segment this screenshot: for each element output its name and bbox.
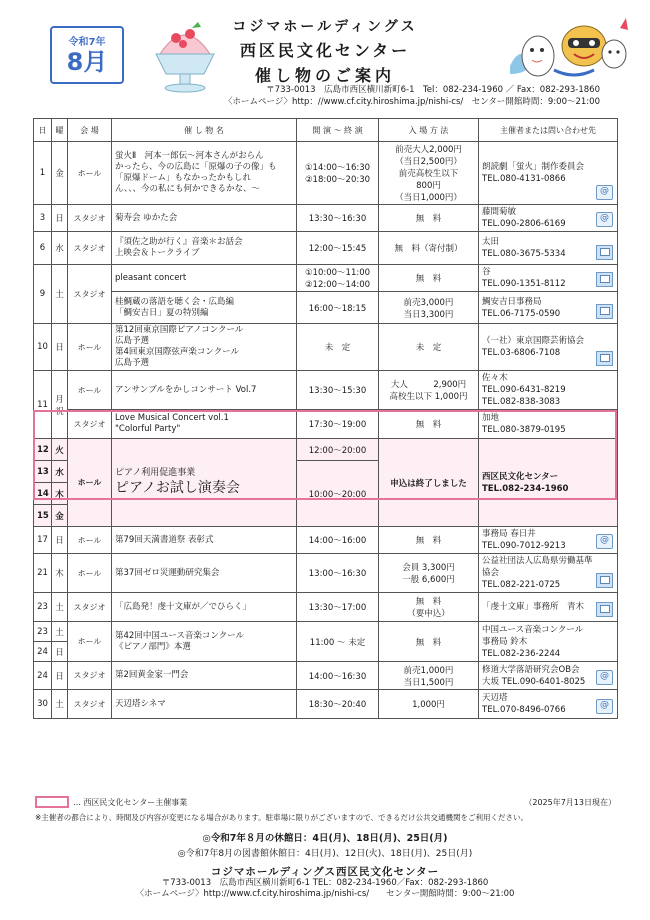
event-name-cell: 桂鯛蔵の落語を聴く会・広島編 「鯛安吉日」夏の特別編: [112, 292, 297, 324]
admission-cell: 無 料: [379, 410, 479, 439]
event-title: ピアノお試し演奏会: [115, 480, 240, 496]
admission-cell: 大人 2,900円 高校生以下 1,000円: [379, 371, 479, 410]
event-name-cell: 『須佐之助が行く』音楽＊お話会 上映会＆トークライブ: [112, 232, 297, 265]
table-row: [34, 205, 618, 232]
event-name-cell: 第12回東京国際ピアノコンクール 広島予選 第4回東京国際弦声楽コンクール 広島予選: [112, 324, 297, 371]
event-subtitle: ピアノ利用促進事業: [115, 468, 196, 478]
admission-cell: 無 料: [379, 205, 479, 232]
table-header-row: [34, 119, 618, 142]
web-icon[interactable]: [596, 573, 613, 588]
web-icon[interactable]: [596, 602, 613, 617]
footer-org-name: コジマホールディングス西区民文化センター: [210, 866, 440, 878]
event-name-cell: 菊寿会 ゆかた会: [112, 205, 297, 232]
organizer-cell: [479, 232, 618, 265]
event-name-cell: アンサンブルをかしコンサート Vol.7: [112, 371, 297, 410]
month-label: 8月: [66, 48, 108, 76]
as-of-date: （2025年7月13日現在）: [524, 798, 616, 807]
venue-cell: スタジオ: [68, 662, 112, 690]
header-title: [200, 16, 450, 86]
venue-cell: スタジオ: [68, 410, 112, 439]
organizer-text: 加地 TEL.080-3879-0195: [482, 413, 566, 435]
closed-days: ◎令和7年８月の休館日：4日(月)、18日(月)、25日(月): [202, 833, 448, 844]
table-row: [34, 593, 618, 622]
weekday-cell: 水: [52, 461, 68, 483]
time-cell: 13:30～17:00: [297, 593, 379, 622]
time-cell: 13:00～16:30: [297, 554, 379, 593]
time-cell: 未 定: [297, 324, 379, 371]
footer-web-line: 〈ホームページ〉http://www.cf.city.hiroshima.jp/nishi-cs/ センター開館時間：9:00～21:00: [135, 889, 515, 899]
table-row: [34, 622, 618, 642]
table-row: [34, 410, 618, 439]
organizer-text: 朗読劇「蛍火」制作委員会 TEL.080-4131-0866: [482, 162, 585, 184]
venue-cell: スタジオ: [68, 232, 112, 265]
web-icon[interactable]: [596, 304, 613, 319]
time-cell: 12:00～15:45: [297, 232, 379, 265]
col-header-venue: 会 場: [68, 119, 112, 142]
organizer-cell: [479, 527, 618, 554]
table-row: [34, 690, 618, 719]
admission-cell: 無 料: [379, 622, 479, 662]
venue-cell: ホール: [68, 371, 112, 410]
time-cell: 14:00～16:00: [297, 527, 379, 554]
legend-text: … 西区民文化センター主催事業: [73, 797, 188, 807]
organizer-cell: [479, 593, 618, 622]
event-name-cell: [112, 439, 297, 527]
header-address: [190, 84, 600, 108]
day-cell: 15: [34, 505, 52, 527]
table-row: [34, 265, 618, 292]
table-row: [34, 232, 618, 265]
event-name-cell: Love Musical Concert vol.1 "Colorful Party": [112, 410, 297, 439]
time-cell: 11:00 ～ 未定: [297, 622, 379, 662]
organizer-text: 太田 TEL.080-3675-5334: [482, 237, 566, 259]
organizer-cell: [479, 324, 618, 371]
time-cell: 16:00～18:15: [297, 292, 379, 324]
organizer-cell: [479, 410, 618, 439]
venue-cell: ホール: [68, 622, 112, 662]
organizer-text: 公益社団法人広島県労働基準協会 TEL.082-221-0725: [482, 556, 593, 590]
day-cell: 12: [34, 439, 52, 461]
weekday-cell: 日: [52, 324, 68, 371]
col-header-entry: 入 場 方 法: [379, 119, 479, 142]
weekday-cell: 水: [52, 232, 68, 265]
event-name-cell: 「広島発！虔十文庫が／でひらく」: [112, 593, 297, 622]
web-icon[interactable]: [596, 245, 613, 260]
col-header-dow: 曜: [52, 119, 68, 142]
table-row: [34, 324, 618, 371]
admission-cell: 申込は終了しました: [379, 439, 479, 527]
weekday-cell: 金: [52, 142, 68, 205]
admission-cell: 前売1,000円 当日1,500円: [379, 662, 479, 690]
company-name: コジマホールディングス: [232, 19, 418, 35]
weekday-cell: 土: [52, 622, 68, 642]
time-cell: 18:30～20:40: [297, 690, 379, 719]
day-cell: 1: [34, 142, 52, 205]
organizer-cell: [479, 371, 618, 410]
guide-title: 催し物のご案内: [254, 66, 395, 85]
web-icon[interactable]: [596, 272, 613, 287]
organizer-text: 事務局 春日井 TEL.090-7012-9213: [482, 529, 566, 551]
time-cell: 12:00～20:00: [297, 439, 379, 461]
email-icon[interactable]: [596, 534, 613, 549]
day-cell: 10: [34, 324, 52, 371]
weekday-cell: 金: [52, 505, 68, 527]
weekday-cell: 木: [52, 554, 68, 593]
admission-cell: 会員 3,300円 一般 6,600円: [379, 554, 479, 593]
admission-cell: 前売大人2,000円 （当日2,500円） 前売高校生以下 800円 （当日1,000円）: [379, 142, 479, 205]
day-cell: 24: [34, 642, 52, 662]
event-name-cell: 第42回中国ユース音楽コンクール 《ピアノ部門》本選: [112, 622, 297, 662]
day-cell: 14: [34, 483, 52, 505]
venue-cell: ホール: [68, 439, 112, 527]
admission-cell: 未 定: [379, 324, 479, 371]
col-header-organizer: 主催者または問い合わせ先: [479, 119, 618, 142]
header-web-line: 〈ホームページ〉http：//www.cf.city.hiroshima.jp/nishi-cs/ センター開館時間：9:00～21:00: [224, 97, 600, 107]
organizer-cell: [479, 292, 618, 324]
time-cell: 14:00～16:30: [297, 662, 379, 690]
weekday-cell: 木: [52, 483, 68, 505]
event-schedule-table: [33, 118, 618, 719]
day-cell: 23: [34, 593, 52, 622]
notice-text: ※主催者の都合により、時間及び内容が変更になる場合があります。駐車場に限りがございますので、できるだけ公共交通機関をご利用ください。: [35, 813, 529, 822]
venue-cell: スタジオ: [68, 205, 112, 232]
footer-address: [0, 878, 650, 900]
organizer-cell: [479, 205, 618, 232]
weekday-cell: 土: [52, 690, 68, 719]
organizer-cell: [479, 662, 618, 690]
day-cell: 6: [34, 232, 52, 265]
weekday-cell: 日: [52, 527, 68, 554]
venue-cell: スタジオ: [68, 265, 112, 324]
event-name-cell: 第2回黄金家一門会: [112, 662, 297, 690]
time-cell: ①14:00～16:30 ②18:00～20:30: [297, 142, 379, 205]
organizer-text: 佐々木 TEL.090-6431-8219 TEL.082-838-3083: [482, 373, 566, 407]
email-icon[interactable]: [596, 670, 613, 685]
weekday-cell: 日: [52, 662, 68, 690]
email-icon[interactable]: [596, 185, 613, 200]
organizer-cell: [479, 622, 618, 662]
day-cell: 9: [34, 265, 52, 324]
day-cell: 30: [34, 690, 52, 719]
weekday-cell: 火: [52, 439, 68, 461]
organizer-text: 鯛安吉日事務局 TEL.06-7175-0590: [482, 296, 561, 319]
time-cell: 10:00～20:00: [297, 461, 379, 527]
col-header-day: 日: [34, 119, 52, 142]
email-icon[interactable]: [596, 212, 613, 227]
admission-cell: 1,000円: [379, 690, 479, 719]
table-row: [34, 292, 618, 324]
organizer-text: 天辺塔 TEL.070-8496-0766: [482, 693, 566, 715]
event-name-cell: 第37回ゼロ災運動研究集会: [112, 554, 297, 593]
day-cell: 17: [34, 527, 52, 554]
organizer-cell: [479, 142, 618, 205]
venue-cell: スタジオ: [68, 690, 112, 719]
admission-cell: 無 料（寄付制）: [379, 232, 479, 265]
time-cell: ①10:00～11:00 ②12:00～14:00: [297, 265, 379, 292]
organizer-text: （一社）東京国際芸術協会 TEL.03-6806-7108: [482, 336, 585, 358]
day-cell: 11: [34, 371, 52, 439]
day-cell: 23: [34, 622, 52, 642]
venue-cell: ホール: [68, 142, 112, 205]
time-cell: 13:30～16:30: [297, 205, 379, 232]
admission-cell: 無 料 （要申込）: [379, 593, 479, 622]
col-header-event: 催 し 物 名: [112, 119, 297, 142]
day-cell: 24: [34, 662, 52, 690]
footer-address-line: 〒733-0013 広島市西区横川新町6-1 TEL：082-234-1960／Fax：082-293-1860: [161, 878, 489, 888]
admission-cell: 無 料: [379, 265, 479, 292]
organizer-text: 「虔十文庫」事務所 青木: [482, 602, 585, 612]
month-badge: [50, 26, 124, 84]
time-cell: 13:30～15:30: [297, 371, 379, 410]
day-cell: 3: [34, 205, 52, 232]
event-name-cell: 第79回天満書道祭 表彰式: [112, 527, 297, 554]
day-cell: 21: [34, 554, 52, 593]
legend-swatch: [35, 796, 69, 808]
col-header-time: 開 演 ～ 終 演: [297, 119, 379, 142]
table-row: [34, 554, 618, 593]
event-name-cell: pleasant concert: [112, 265, 297, 292]
venue-cell: ホール: [68, 324, 112, 371]
organizer-text: 谷 TEL.090-1351-8112: [482, 267, 566, 289]
time-cell: 17:30～19:00: [297, 410, 379, 439]
venue-cell: ホール: [68, 554, 112, 593]
center-name: 西区民文化センター: [239, 41, 411, 60]
organizer-cell: [479, 554, 618, 593]
organizer-cell: 西区民文化センター TEL.082-234-1960: [479, 439, 618, 527]
web-icon[interactable]: [596, 351, 613, 366]
weekday-cell: 日: [52, 642, 68, 662]
weekday-cell: 月 祝: [52, 371, 68, 439]
table-row: [34, 371, 618, 410]
library-closed-days: ◎令和7年8月の図書館休館日：4日(月)、12日(火)、18日(月)、25日(月): [177, 849, 473, 859]
email-icon[interactable]: [596, 699, 613, 714]
legend: [35, 796, 187, 808]
venue-cell: スタジオ: [68, 593, 112, 622]
weekday-cell: 日: [52, 205, 68, 232]
day-cell: 13: [34, 461, 52, 483]
weekday-cell: 土: [52, 593, 68, 622]
organizer-text: 修道大学落語研究会OB会 大坂 TEL.090-6401-8025: [482, 664, 586, 687]
table-row: [34, 142, 618, 205]
event-name-cell: 天辺塔シネマ: [112, 690, 297, 719]
header-address-line: 〒733-0013 広島市西区横川新町6-1 Tel：082-234-1960 ／ Fax：082-293-1860: [266, 85, 600, 95]
organizer-text: 中国ユース音楽コンクール 事務局 鈴木 TEL.082-236-2244: [482, 624, 584, 659]
venue-cell: ホール: [68, 527, 112, 554]
organizer-text: 藤間菊敏 TEL.090-2806-6169: [482, 207, 566, 229]
admission-cell: 前売3,000円 当日3,300円: [379, 292, 479, 324]
admission-cell: 無 料: [379, 527, 479, 554]
table-row-highlight: [34, 439, 618, 461]
era-label: 令和7年: [68, 37, 106, 48]
weekday-cell: 土: [52, 265, 68, 324]
organizer-cell: [479, 265, 618, 292]
mascot-illustration: [510, 14, 630, 82]
event-name-cell: 蛍火Ⅱ 河本一郎伝～河本さんがおらん かったら、今の広島に「原爆の子の像」も 「原爆ドーム」もなかったかもしれ ん、、、今の私にも何かできるかな、～: [112, 142, 297, 205]
table-row: [34, 662, 618, 690]
table-row: [34, 527, 618, 554]
organizer-cell: [479, 690, 618, 719]
